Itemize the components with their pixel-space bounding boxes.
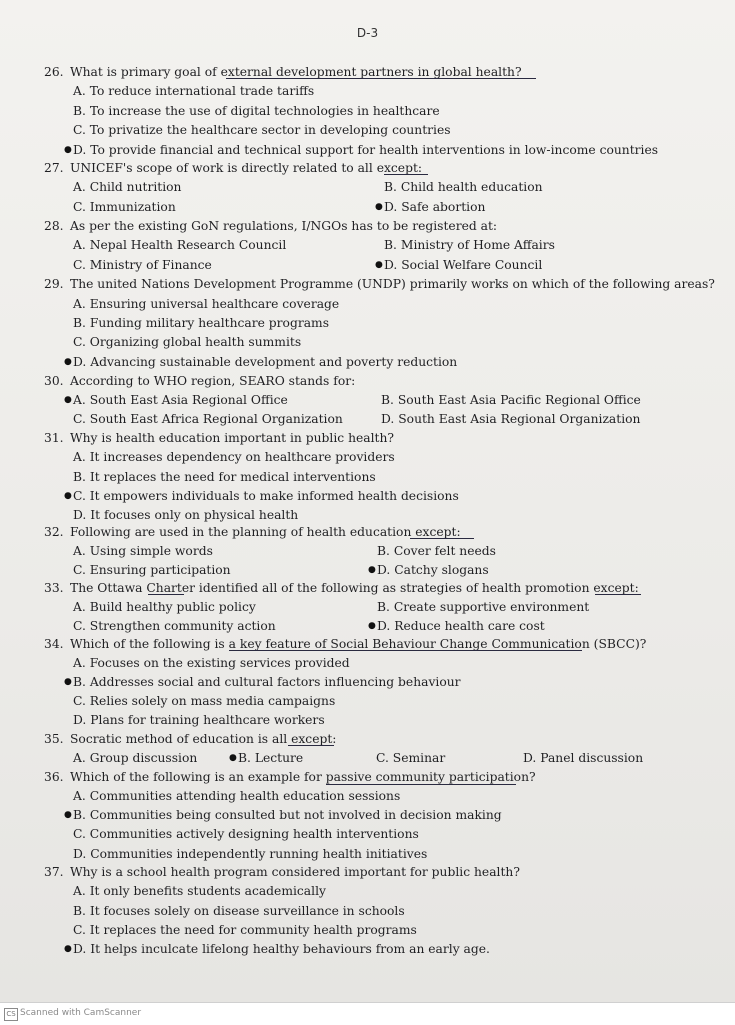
- question-number: 29.: [44, 277, 64, 291]
- question-text: Socratic method of education is all except:: [70, 732, 337, 746]
- pen-underline: [288, 745, 334, 746]
- answer-mark-icon: ●: [375, 202, 383, 212]
- answer-option: C. Organizing global health summits: [73, 335, 302, 349]
- answer-option: C. Seminar: [376, 751, 446, 765]
- pen-underline: [226, 78, 536, 79]
- question-text: UNICEF's scope of work is directly related to all except:: [70, 161, 423, 175]
- answer-option: B. Child health education: [384, 180, 543, 194]
- answer-option: A. Using simple words: [73, 544, 213, 558]
- answer-option: B. Cover felt needs: [377, 544, 496, 558]
- answer-option: A. Focuses on the existing services provided: [73, 656, 350, 670]
- question-33: [44, 580, 639, 596]
- question-text: According to WHO region, SEARO stands for:: [70, 374, 356, 388]
- question-number: 27.: [44, 161, 64, 175]
- answer-option: A. South East Asia Regional Office: [73, 393, 288, 407]
- pen-underline: [148, 594, 184, 595]
- answer-mark-icon: ●: [64, 944, 72, 954]
- question-30: [44, 373, 355, 389]
- question-28: [44, 218, 497, 234]
- question-number: 26.: [44, 65, 64, 79]
- answer-option: D. It helps inculcate lifelong healthy behaviours from an early age.: [73, 942, 490, 956]
- question-text: Which of the following is a key feature of Social Behaviour Change Communication (SBCC)?: [70, 637, 647, 651]
- answer-option: C. It empowers individuals to make informed health decisions: [73, 489, 459, 503]
- question-number: 28.: [44, 219, 64, 233]
- question-31: [44, 430, 394, 446]
- question-text: Which of the following is an example for passive community participation?: [70, 770, 536, 784]
- answer-option: D. Safe abortion: [384, 200, 486, 214]
- answer-option: C. Relies solely on mass media campaigns: [73, 694, 336, 708]
- question-number: 36.: [44, 770, 64, 784]
- camscanner-logo-icon: CS: [4, 1008, 18, 1021]
- answer-option: D. Advancing sustainable development and poverty reduction: [73, 355, 458, 369]
- answer-option: D. To provide financial and technical support for health interventions in low-income countries: [73, 143, 659, 157]
- question-text: Why is health education important in public health?: [70, 431, 394, 445]
- answer-option: A. Child nutrition: [73, 180, 182, 194]
- answer-option: D. Communities independently running health initiatives: [73, 847, 428, 861]
- question-number: 31.: [44, 431, 64, 445]
- answer-mark-icon: ●: [64, 810, 72, 820]
- answer-option: C. To privatize the healthcare sector in developing countries: [73, 123, 451, 137]
- answer-option: A. Ensuring universal healthcare coverage: [73, 297, 340, 311]
- answer-option: B. South East Asia Pacific Regional Office: [381, 393, 641, 407]
- question-number: 33.: [44, 581, 64, 595]
- answer-mark-icon: ●: [229, 753, 237, 763]
- answer-option: B. To increase the use of digital technologies in healthcare: [73, 104, 440, 118]
- answer-option: D. Panel discussion: [523, 751, 644, 765]
- question-text: The united Nations Development Programme (UNDP) primarily works on which of the following areas?: [70, 277, 715, 291]
- answer-option: D. Social Welfare Council: [384, 258, 543, 272]
- answer-mark-icon: ●: [64, 357, 72, 367]
- answer-option: D. South East Asia Regional Organization: [381, 412, 641, 426]
- answer-mark-icon: ●: [64, 677, 72, 687]
- answer-option: D. Reduce health care cost: [377, 619, 545, 633]
- answer-option: A. It increases dependency on healthcare providers: [73, 450, 395, 464]
- question-text: As per the existing GoN regulations, I/NGOs has to be registered at:: [70, 219, 498, 233]
- answer-option: A. It only benefits students academically: [73, 884, 326, 898]
- answer-mark-icon: ●: [64, 395, 72, 405]
- answer-option: C. Strengthen community action: [73, 619, 276, 633]
- question-text: The Ottawa Charter identified all of the following as strategies of health promotion except:: [70, 581, 639, 595]
- answer-option: A. Group discussion: [73, 751, 198, 765]
- answer-option: C. Ministry of Finance: [73, 258, 212, 272]
- answer-option: B. Funding military healthcare programs: [73, 316, 330, 330]
- answer-option: C. South East Africa Regional Organization: [73, 412, 343, 426]
- answer-option: B. Ministry of Home Affairs: [384, 238, 555, 252]
- question-37: [44, 864, 520, 880]
- pen-underline: [410, 538, 474, 539]
- question-number: 35.: [44, 732, 64, 746]
- question-27: [44, 160, 422, 176]
- question-32: [44, 524, 461, 540]
- answer-option: A. Build healthy public policy: [73, 600, 256, 614]
- pen-underline: [595, 594, 641, 595]
- answer-option: B. Create supportive environment: [377, 600, 590, 614]
- answer-option: D. It focuses only on physical health: [73, 508, 299, 522]
- answer-option: B. It replaces the need for medical interventions: [73, 470, 376, 484]
- pen-underline: [326, 784, 516, 785]
- answer-mark-icon: ●: [64, 491, 72, 501]
- answer-option: B. Addresses social and cultural factors influencing behaviour: [73, 675, 461, 689]
- answer-option: A. Communities attending health education sessions: [73, 789, 401, 803]
- answer-option: B. It focuses solely on disease surveillance in schools: [73, 904, 405, 918]
- scanner-watermark-text: Scanned with CamScanner: [20, 1008, 142, 1018]
- answer-option: C. Ensuring participation: [73, 563, 231, 577]
- page-code: D-3: [356, 26, 379, 40]
- question-number: 30.: [44, 374, 64, 388]
- answer-option: C. Immunization: [73, 200, 176, 214]
- question-text: Why is a school health program considered important for public health?: [70, 865, 520, 879]
- question-text: What is primary goal of external development partners in global health?: [70, 65, 522, 79]
- question-number: 34.: [44, 637, 64, 651]
- answer-option: B. Lecture: [238, 751, 304, 765]
- answer-option: C. Communities actively designing health interventions: [73, 827, 419, 841]
- question-number: 37.: [44, 865, 64, 879]
- question-text: Following are used in the planning of health education except:: [70, 525, 461, 539]
- question-36: [44, 769, 536, 785]
- answer-option: D. Plans for training healthcare workers: [73, 713, 325, 727]
- question-number: 32.: [44, 525, 64, 539]
- answer-mark-icon: ●: [368, 565, 376, 575]
- scanner-footer: [0, 1002, 735, 1025]
- pen-underline: [229, 650, 582, 651]
- answer-option: A. To reduce international trade tariffs: [73, 84, 315, 98]
- answer-option: D. Catchy slogans: [377, 563, 489, 577]
- answer-option: B. Communities being consulted but not involved in decision making: [73, 808, 502, 822]
- answer-option: A. Nepal Health Research Council: [73, 238, 287, 252]
- answer-mark-icon: ●: [375, 260, 383, 270]
- question-29: [44, 276, 715, 292]
- answer-mark-icon: ●: [368, 621, 376, 631]
- answer-option: C. It replaces the need for community health programs: [73, 923, 417, 937]
- pen-underline: [384, 174, 428, 175]
- answer-mark-icon: ●: [64, 145, 72, 155]
